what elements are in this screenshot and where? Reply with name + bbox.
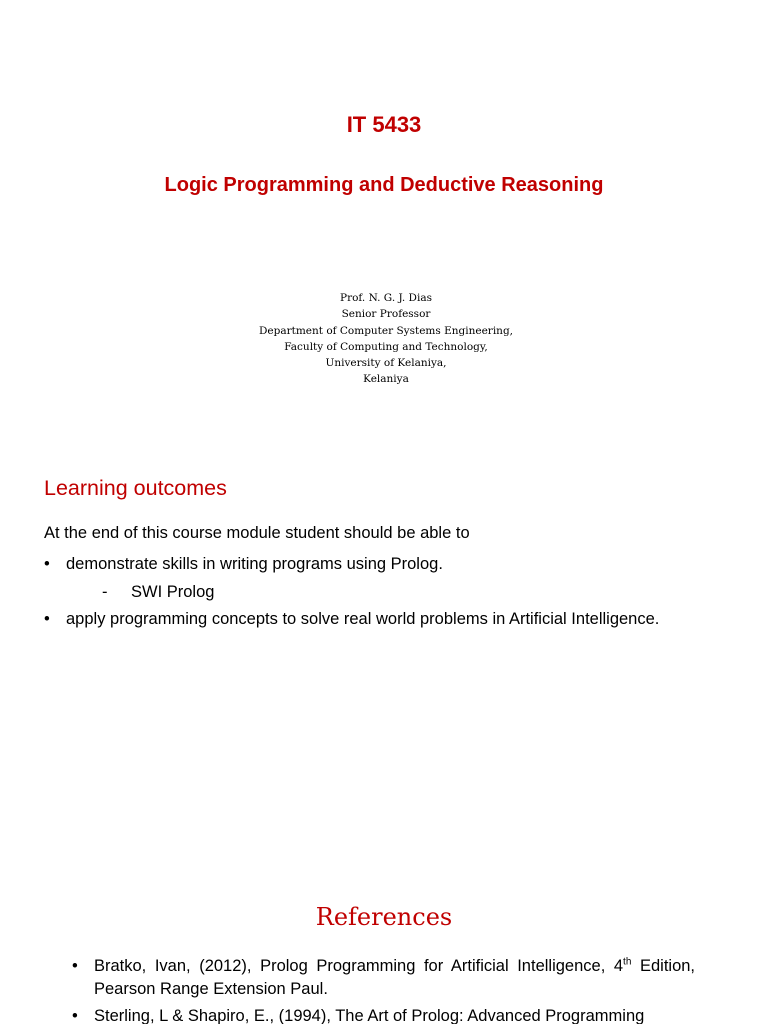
- author-city: Kelaniya: [363, 373, 409, 386]
- author-block: [0, 290, 768, 388]
- learning-outcomes-heading: Learning outcomes: [44, 476, 227, 500]
- author-name: Prof. N. G. J. Dias: [340, 292, 432, 304]
- references-list: [72, 955, 695, 1024]
- reference-item: [72, 1005, 695, 1024]
- course-title: Logic Programming and Deductive Reasoning: [164, 174, 604, 196]
- learning-outcomes-intro: At the end of this course module student should be able to: [44, 524, 470, 542]
- reference-text: Bratko, Ivan, (2012), Prolog Programming for Artificial Intelligence, 4: [94, 957, 624, 975]
- author-university: University of Kelaniya,: [325, 357, 447, 370]
- list-item-text: demonstrate skills in writing programs using Prolog.: [66, 555, 443, 573]
- course-code: IT 5433: [346, 112, 422, 137]
- author-department: Department of Computer Systems Engineering,: [259, 324, 513, 337]
- bullet-icon: •: [44, 555, 50, 573]
- references-heading: References: [315, 903, 453, 931]
- reference-item: [72, 955, 695, 1000]
- list-item-text: apply programming concepts to solve real world problems in Artificial Intelligence.: [66, 610, 660, 628]
- bullet-icon: •: [44, 610, 50, 628]
- author-faculty: Faculty of Computing and Technology,: [284, 340, 488, 353]
- reference-text-continued: Edition, Pearson Range Extension Paul.: [94, 957, 696, 998]
- author-position: Senior Professor: [341, 308, 431, 321]
- bullet-icon: •: [72, 957, 78, 975]
- list-subitem-text: SWI Prolog: [131, 582, 215, 601]
- dash-icon: -: [102, 582, 108, 601]
- bullet-icon: •: [72, 1007, 78, 1024]
- reference-superscript: th: [623, 956, 632, 968]
- reference-text: Sterling, L & Shapiro, E., (1994), The Art of Prolog: Advanced Programming: [94, 1007, 645, 1024]
